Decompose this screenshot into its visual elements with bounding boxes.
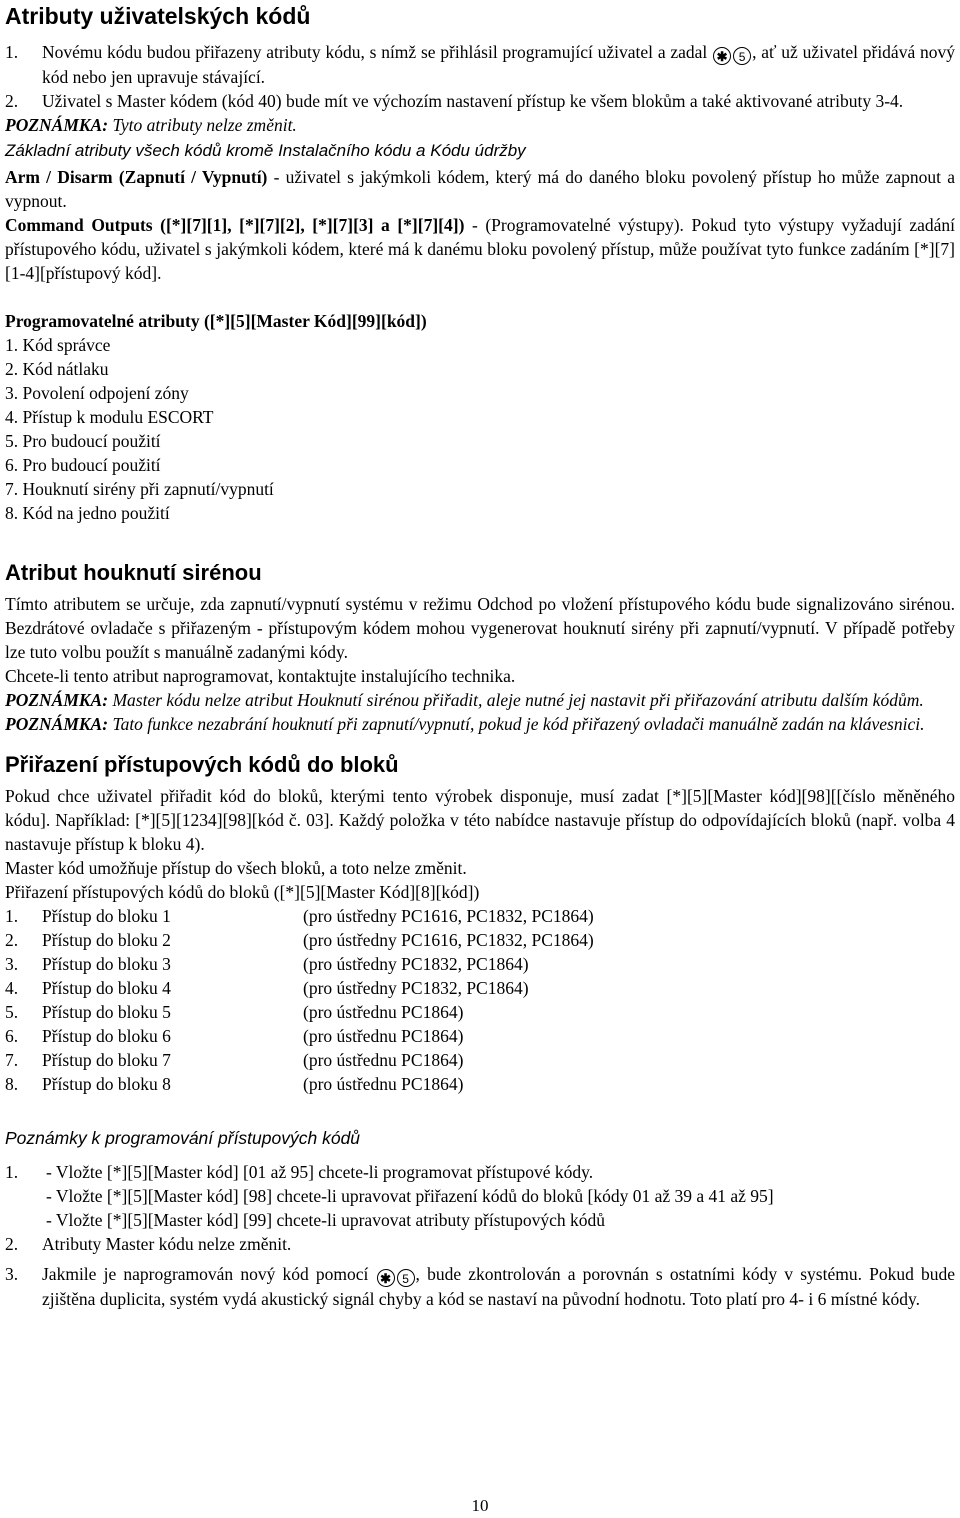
block-panels: (pro ústředny PC1616, PC1832, PC1864) bbox=[303, 930, 594, 950]
programmable-attributes-title: Programovatelné atributy ([*][5][Master Kód][99][kód]) bbox=[5, 311, 427, 331]
item-number: 4. bbox=[5, 978, 19, 998]
item-text: Uživatel s Master kódem (kód 40) bude mít ve výchozím nastavení přístup ke všem blokům a také aktivované atributy 3-4. bbox=[42, 91, 904, 111]
block-label: Přístup do bloku 8 bbox=[42, 1074, 171, 1094]
item-number: 6. bbox=[5, 1026, 19, 1046]
block-panels: (pro ústředny PC1832, PC1864) bbox=[303, 954, 529, 974]
item-number: 8. bbox=[5, 1074, 19, 1094]
list-item bbox=[5, 1072, 955, 1096]
block-access-list bbox=[5, 904, 955, 1096]
list-item bbox=[5, 1048, 955, 1072]
note-line: - Vložte [*][5][Master kód] [99] chcete-li upravovat atributy přístupových kódů bbox=[46, 1210, 606, 1230]
block-label: Přístup do bloku 3 bbox=[42, 954, 171, 974]
item-text-after: , ať už uživatel přidává nový kód nebo jen upravuje stávající. bbox=[42, 42, 955, 87]
item-text: Atributy Master kódu nelze změnit. bbox=[42, 1234, 292, 1254]
key-5-icon: 5 bbox=[397, 1269, 415, 1287]
block-assignment-paragraph: Pokud chce uživatel přiřadit kód do bloků, kterými tento výrobek disponuje, musí zadat [*][5][Master kód][98][[číslo měněného kódu]. Například: [*][5][1234][98][kód č. 03]. Každý položka v této nabídce nastavuje přístup do odpovídajících bloků (např. volba 4 nastavuje přístup k bloku 4). bbox=[5, 786, 955, 854]
star-key-icon: ✱ bbox=[713, 47, 731, 65]
command-outputs-text: - (Programovatelné výstupy). Pokud tyto výstupy vyžadují zadání přístupového kódu, uživatel s jakýmkoli kódem, které má k danému bloku povolený přístup, může používat tyto funkce zadáním [*][7][1-4][přístupový kód]. bbox=[5, 215, 955, 283]
list-item bbox=[5, 1262, 955, 1311]
item-text-before: Jakmile je naprogramován nový kód pomocí bbox=[42, 1264, 376, 1284]
item-number: 1. bbox=[5, 906, 19, 926]
master-code-paragraph: Master kód umožňuje přístup do všech bloků, a toto nelze změnit. bbox=[5, 858, 467, 878]
item-number: 3. bbox=[5, 1264, 19, 1284]
block-label: Přístup do bloku 2 bbox=[42, 930, 171, 950]
item-number: 3. bbox=[5, 954, 19, 974]
list-item bbox=[5, 904, 955, 928]
subheading-programming-notes: Poznámky k programování přístupových kódů bbox=[5, 1128, 361, 1148]
note-text: Tato funkce nezabrání houknutí při zapnutí/vypnutí, pokud je kód přiřazený ovladači manuálně zadán na klávesnici. bbox=[108, 714, 925, 734]
item-number: 2. bbox=[5, 930, 19, 950]
subheading-basic-attributes: Základní atributy všech kódů kromě Instalačního kódu a Kódu údržby bbox=[5, 141, 526, 160]
block-label: Přístup do bloku 7 bbox=[42, 1050, 171, 1070]
block-label: Přístup do bloku 4 bbox=[42, 978, 171, 998]
arm-disarm-text: - uživatel s jakýmkoli kódem, který má do daného bloku povolený přístup ho může zapnout a vypnout. bbox=[5, 167, 955, 211]
item-number: 2. bbox=[5, 1234, 19, 1254]
block-assignment-command: Přiřazení přístupových kódů do bloků ([*][5][Master Kód][8][kód]) bbox=[5, 882, 480, 902]
note-label: POZNÁMKA: bbox=[5, 115, 109, 135]
note-paragraph bbox=[5, 712, 955, 736]
key-5-icon: 5 bbox=[733, 47, 751, 65]
item-number: 1. bbox=[5, 1162, 19, 1182]
note-label: POZNÁMKA: bbox=[5, 714, 109, 734]
block-label: Přístup do bloku 6 bbox=[42, 1026, 171, 1046]
note-text: Tyto atributy nelze změnit. bbox=[108, 115, 297, 135]
star-key-icon: ✱ bbox=[377, 1269, 395, 1287]
command-outputs-term: Command Outputs ([*][7][1], [*][7][2], [*][7][3] a [*][7][4]) bbox=[5, 215, 465, 235]
command-outputs-paragraph bbox=[5, 213, 955, 285]
block-label: Přístup do bloku 1 bbox=[42, 906, 171, 926]
item-text bbox=[42, 40, 955, 89]
item-text bbox=[42, 1160, 955, 1232]
list-item: 7. Houknutí sirény při zapnutí/vypnutí bbox=[5, 479, 274, 499]
note-text: Master kódu nelze atribut Houknutí sirénou přiřadit, aleje nutné jej nastavit při přiřazování atributu dalším kódům. bbox=[108, 690, 924, 710]
item-number: 7. bbox=[5, 1050, 19, 1070]
block-panels: (pro ústředny PC1832, PC1864) bbox=[303, 978, 529, 998]
block-panels: (pro ústřednu PC1864) bbox=[303, 1026, 464, 1046]
note-line: - Vložte [*][5][Master kód] [98] chcete-li upravovat přiřazení kódů do bloků [kódy 01 až 39 a 41 až 95] bbox=[46, 1186, 774, 1206]
list-item bbox=[5, 928, 955, 952]
list-item bbox=[5, 1232, 955, 1256]
list-item: 8. Kód na jedno použití bbox=[5, 503, 170, 523]
siren-contact-paragraph: Chcete-li tento atribut naprogramovat, kontaktujte instalujícího technika. bbox=[5, 666, 516, 686]
item-text bbox=[42, 1262, 955, 1311]
item-number: 2. bbox=[5, 91, 19, 111]
list-item: 3. Povolení odpojení zóny bbox=[5, 383, 189, 403]
list-item bbox=[5, 40, 955, 89]
list-item bbox=[5, 89, 955, 113]
list-item: 2. Kód nátlaku bbox=[5, 359, 109, 379]
note-label: POZNÁMKA: bbox=[5, 690, 109, 710]
item-text-after: , bude zkontrolován a porovnán s ostatními kódy v systému. Pokud bude zjištěna duplicita, systém vydá akustický signál chyby a kód se nastaví na původní hodnotu. Toto platí pro 4- i 6 místné kódy. bbox=[42, 1264, 956, 1309]
list-item: 4. Přístup k modulu ESCORT bbox=[5, 407, 214, 427]
note-paragraph bbox=[5, 113, 955, 137]
document-page bbox=[5, 0, 955, 1311]
arm-disarm-paragraph bbox=[5, 165, 955, 213]
note-line: - Vložte [*][5][Master kód] [01 až 95] chcete-li programovat přístupové kódy. bbox=[46, 1162, 594, 1182]
list-item bbox=[5, 1000, 955, 1024]
block-panels: (pro ústřednu PC1864) bbox=[303, 1050, 464, 1070]
arm-disarm-term: Arm / Disarm (Zapnutí / Vypnutí) bbox=[5, 167, 268, 187]
item-number: 5. bbox=[5, 1002, 19, 1022]
list-item bbox=[5, 976, 955, 1000]
item-number: 1. bbox=[5, 42, 19, 62]
item-text-before: Novému kódu budou přiřazeny atributy kódu, s nímž se přihlásil programující uživatel a zadal bbox=[42, 42, 713, 62]
list-item: 5. Pro budoucí použití bbox=[5, 431, 161, 451]
programmable-attributes-list bbox=[5, 333, 955, 525]
section-title-siren-attribute: Atribut houknutí sirénou bbox=[5, 560, 262, 585]
page-number: 10 bbox=[471, 1496, 489, 1515]
section-title-block-assignment: Přiřazení přístupových kódů do bloků bbox=[5, 752, 399, 777]
list-item bbox=[5, 1024, 955, 1048]
list-item: 6. Pro budoucí použití bbox=[5, 455, 161, 475]
list-item bbox=[5, 952, 955, 976]
block-panels: (pro ústřednu PC1864) bbox=[303, 1074, 464, 1094]
list-item: 1. Kód správce bbox=[5, 335, 111, 355]
list-item bbox=[5, 1160, 955, 1232]
note-paragraph bbox=[5, 688, 955, 712]
block-panels: (pro ústřednu PC1864) bbox=[303, 1002, 464, 1022]
block-panels: (pro ústředny PC1616, PC1832, PC1864) bbox=[303, 906, 594, 926]
block-label: Přístup do bloku 5 bbox=[42, 1002, 171, 1022]
siren-paragraph: Tímto atributem se určuje, zda zapnutí/vypnutí systému v režimu Odchod po vložení přístupového kódu bude signalizováno sirénou. Bezdrátové ovladače s přiřazeným - přístupovým kódem mohou vygenerovat houknutí sirény při zapnutí/vypnutí. V případě potřeby lze tuto volbu použít s manuálně zadanými kódy. bbox=[5, 594, 955, 662]
section-title-code-attributes: Atributy uživatelských kódů bbox=[5, 3, 311, 29]
